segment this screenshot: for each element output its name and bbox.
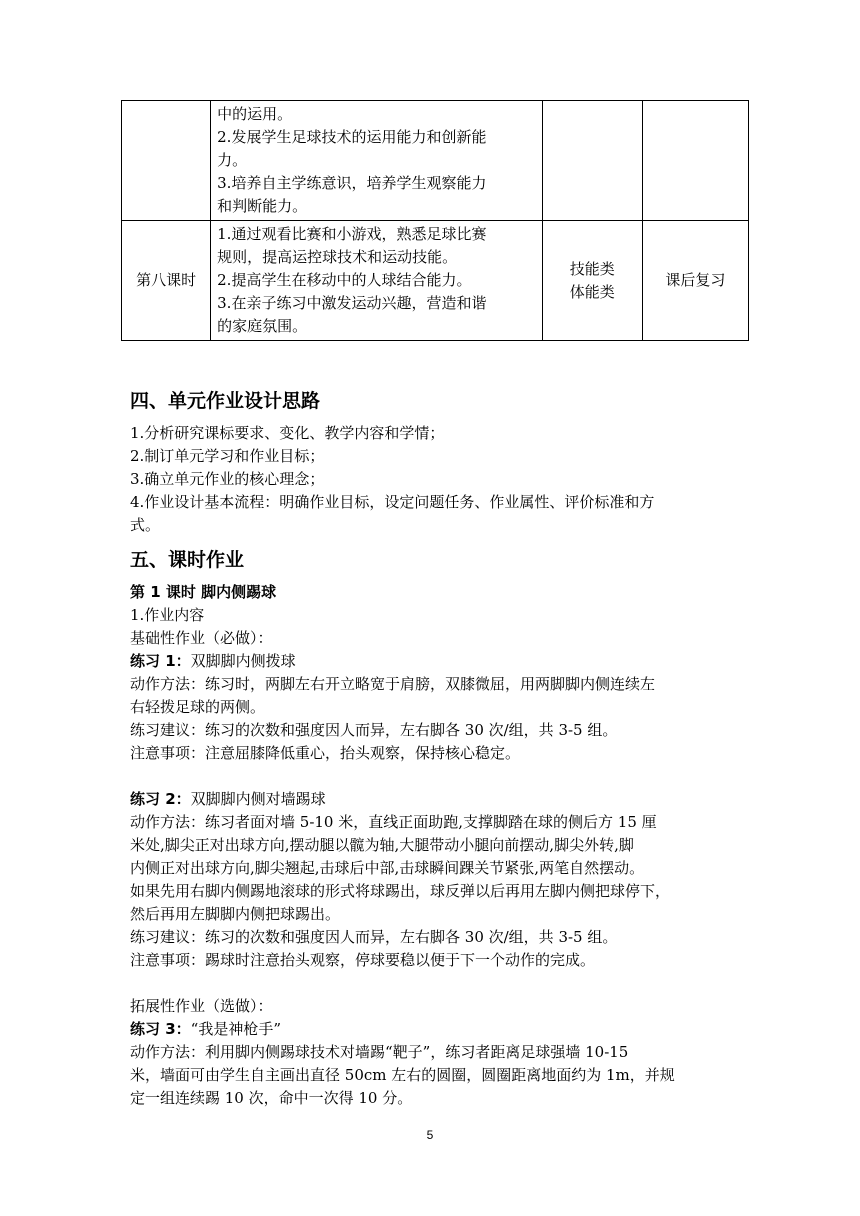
lesson-cell	[122, 101, 211, 221]
paragraph: 4.作业设计基本流程：明确作业目标，设定问题任务、作业属性、评价标准和方	[130, 493, 655, 511]
goal-line: 规则，提高运控球技术和运动技能。	[217, 248, 458, 266]
paragraph: 拓展性作业（选做）：	[130, 997, 273, 1015]
paragraph: 动作方法：练习者面对墙 5-10 米，直线正面助跑,支撑脚踏在球的侧后方 15 厘	[130, 813, 657, 831]
type-line: 体能类	[569, 282, 615, 301]
paragraph: 米，墙面可由学生自主画出直径 50cm 左右的圆圈，圆圈距离地面约为 1m，并规	[130, 1066, 675, 1084]
paragraph: 动作方法：利用脚内侧踢球技术对墙踢“靶子”，练习者距离足球强墙 10-15	[130, 1043, 629, 1061]
goals-cell	[211, 221, 543, 341]
goal-line: 的家庭氛围。	[217, 317, 308, 335]
type-cell	[542, 101, 642, 221]
goal-line: 2.提高学生在移动中的人球结合能力。	[217, 271, 472, 289]
exercise-name: 双脚脚内侧拨球	[190, 652, 296, 670]
paragraph: 3.确立单元作业的核心理念；	[130, 470, 325, 488]
exercise-2-title	[130, 788, 740, 811]
goal-line: 力。	[217, 151, 248, 169]
lesson-title: 第 1 课时 脚内侧踢球	[130, 583, 277, 601]
paragraph: 注意事项：踢球时注意抬头观察，停球要稳以便于下一个动作的完成。	[130, 951, 596, 969]
paragraph: 1.分析研究课标要求、变化、教学内容和学情；	[130, 424, 445, 442]
paragraph: 1.作业内容	[130, 606, 205, 624]
lesson-cell: 第八课时	[122, 221, 211, 341]
section4-body	[130, 422, 740, 537]
paragraph: 练习建议：练习的次数和强度因人而异，左右脚各 30 次/组，共 3-5 组。	[130, 721, 618, 739]
goal-line: 中的运用。	[217, 105, 293, 123]
paragraph: 注意事项：注意屈膝降低重心，抬头观察，保持核心稳定。	[130, 744, 521, 762]
paragraph: 定一组连续踢 10 次，命中一次得 10 分。	[130, 1089, 413, 1107]
section4-heading: 四、单元作业设计思路	[130, 390, 321, 412]
type-cell	[542, 221, 642, 341]
section5-heading: 五、课时作业	[130, 549, 245, 571]
goal-line: 3.在亲子练习中激发运动兴趣，营造和谐	[217, 294, 487, 312]
paragraph: 米处,脚尖正对出球方向,摆动腿以髋为轴,大腿带动小腿向前摆动,脚尖外转,脚	[130, 836, 634, 854]
section5-body	[130, 581, 740, 1110]
page-number: 5	[426, 1128, 434, 1142]
lesson-table	[121, 100, 749, 341]
type-line: 技能类	[569, 259, 615, 278]
exercise-name: 双脚脚内侧对墙踢球	[190, 790, 326, 808]
paragraph: 2.制订单元学习和作业目标；	[130, 447, 325, 465]
paragraph: 动作方法：练习时，两脚左右开立略宽于肩膀，双膝微屈，用两脚脚内侧连续左	[130, 675, 656, 693]
paragraph: 练习建议：练习的次数和强度因人而异，左右脚各 30 次/组，共 3-5 组。	[130, 928, 618, 946]
goal-line: 1.通过观看比赛和小游戏，熟悉足球比赛	[217, 225, 487, 243]
table-row	[122, 221, 749, 341]
assignment-cell	[642, 101, 748, 221]
paragraph: 基础性作业（必做）：	[130, 629, 273, 647]
paragraph: 内侧正对出球方向,脚尖翘起,击球后中部,击球瞬间踝关节紧张,两笔自然摆动。	[130, 859, 645, 877]
goal-line: 和判断能力。	[217, 197, 308, 215]
assignment-cell: 课后复习	[642, 221, 748, 341]
exercise-label: 练习 1：	[130, 652, 191, 670]
paragraph: 式。	[130, 516, 161, 534]
paragraph: 右轻拨足球的两侧。	[130, 698, 266, 716]
goals-cell	[211, 101, 543, 221]
exercise-name: “我是神枪手”	[190, 1020, 282, 1038]
goal-line: 2.发展学生足球技术的运用能力和创新能	[217, 128, 487, 146]
exercise-1-title	[130, 650, 740, 673]
exercise-label: 练习 2：	[130, 790, 191, 808]
paragraph: 然后再用左脚脚内侧把球踢出。	[130, 905, 341, 923]
exercise-label: 练习 3：	[130, 1020, 191, 1038]
paragraph: 如果先用右脚内侧踢地滚球的形式将球踢出，球反弹以后再用左脚内侧把球停下，	[130, 882, 671, 900]
exercise-3-title	[130, 1018, 740, 1041]
goal-line: 3.培养自主学练意识，培养学生观察能力	[217, 174, 487, 192]
table-row	[122, 101, 749, 221]
